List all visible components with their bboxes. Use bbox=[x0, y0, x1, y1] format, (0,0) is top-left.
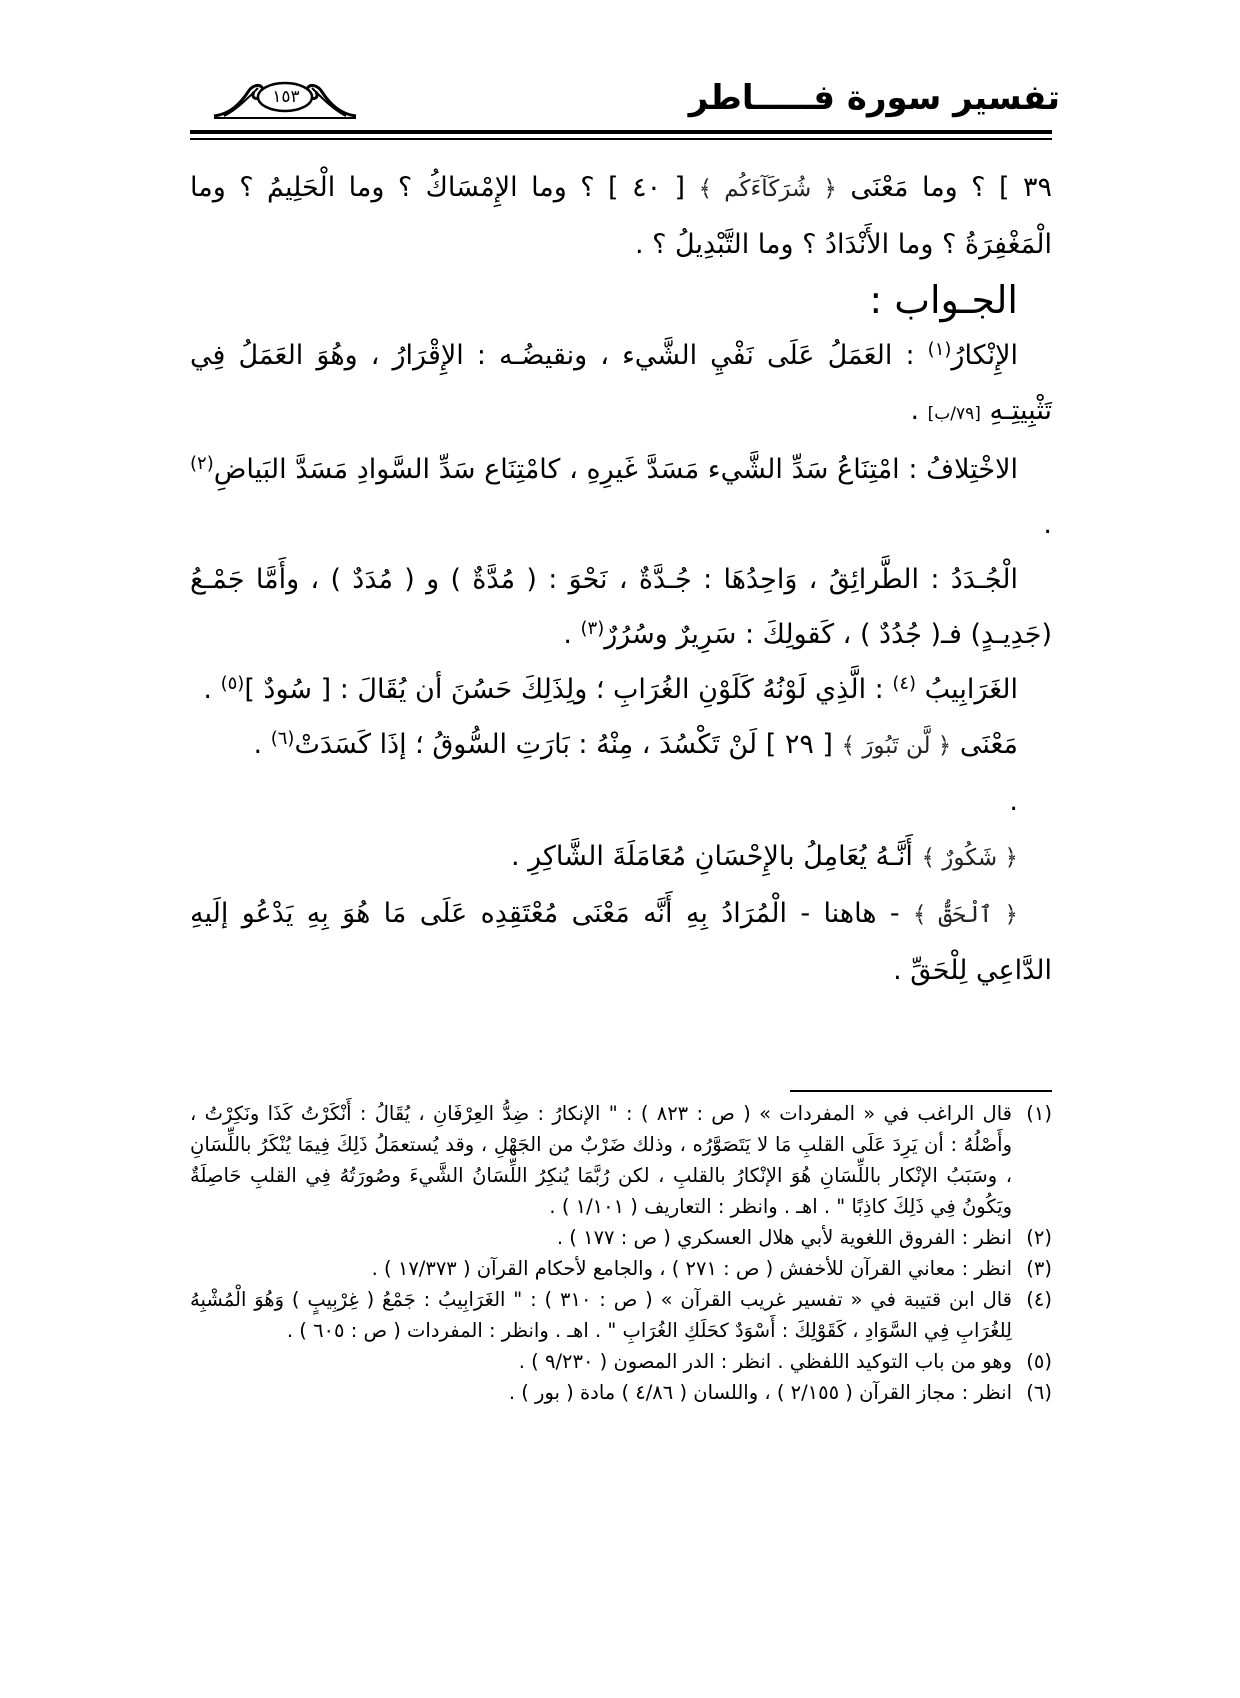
footnote-3: (٣) انظر : معاني القرآن للأخفش ( ص : ٢٧١ ) ، والجامع لأحكام القرآن ( ١٧/٣٧٣ ) . bbox=[371, 1257, 1052, 1280]
footnote-separator bbox=[790, 1090, 1052, 1092]
footnote-1: (١) قال الراغب في « المفردات » ( ص : ٨٢٣ ) : " الإنكارُ : ضِدُّ العِرْفَانِ ، يُقَالُ : أَنْكَرْتُ كَذَا ونَكِرْتُ ، وأَصْلُهُ : أن يَرِدَ عَلَى القلبِ مَا لا يَتَصَوَّرُه ، وذلك ضَرْبٌ من الجَهْلِ ، وقد يُستعمَلُ ذَلِكَ فِيمَا يُنْكَرُ باللِّسَانِ ، وسَبَبُ الإنْكار باللِّسَانِ هُوَ الإنْكارُ بالقلبِ ، لكن رُبَّمَا يُنكِرُ اللِّسَانُ الشَّيءَ وصُورَتُهُ فِي القلبِ حَاصِلَةٌ ويَكُونُ فِي ذَلِكَ كاذِبًا " . اهـ . وانظر : التعاريف ( ١/١٠١ ) . bbox=[190, 1102, 1052, 1218]
answer-heading: الجـواب : bbox=[869, 278, 1018, 322]
footnote-ref: (٦) bbox=[270, 728, 295, 749]
header-rule-thick bbox=[190, 130, 1052, 134]
footnote-ref: (١) bbox=[927, 339, 952, 360]
running-title: تفسير سورة فـــــاطر bbox=[688, 78, 1060, 118]
footnote-ref: (٥) bbox=[220, 673, 245, 694]
entry-tabur: مَعْنَى ﴿ لَّن تَبُورَ ﴾ [ ٢٩ ] لَنْ تَكْسُدَ ، مِنْهُ : بَارَتِ السُّوقُ ؛ إذَا كَسَدَتْ$^{(٦)}$ . bbox=[253, 728, 1018, 760]
stray-dot: . bbox=[1009, 786, 1018, 817]
page-number: ١٥٣ bbox=[272, 87, 300, 107]
footnote-ref: (٣) bbox=[580, 618, 605, 639]
manuscript-ref: [٧٩/ب] bbox=[927, 404, 981, 424]
entry-gharabib: الغَرَابِيبُ $^{(٤)}$ : الَّذِي لَوْنُهُ كَلَوْنِ الغُرَابِ ؛ ولِذَلِكَ حَسُنَ أن يُقَالَ : [ سُودٌ ]$^{(٥)}$ . bbox=[203, 673, 1018, 705]
header-rule-thin bbox=[190, 138, 1052, 140]
entry-ikhtilaf: الاخْتِلافُ : امْتِنَاعُ سَدِّ الشَّيء مَسَدَّ غَيرِهِ ، كامْتِنَاع سَدِّ السَّوادِ مَسَدَّ البَياضِ$^{(٢)}$ . bbox=[190, 453, 1052, 540]
quran-quote: ﴿ شَكُورٌ ﴾ bbox=[921, 845, 1018, 871]
footnote-ref: (٢) bbox=[190, 453, 214, 474]
footnotes bbox=[190, 1098, 1052, 1408]
entry-inkar: الإِنْكارُ$^{(١)}$ : العَمَلُ عَلَى نَفْيِ الشَّيء ، ونقيضُـه : الإِقْرَارُ ، وهُوَ العَمَلُ فِي تَثْبِيتِـهِ [٧٩/ب] . bbox=[190, 339, 1052, 426]
footnote-4: (٤) قال ابن قتيبة في « تفسير غريب القرآن » ( ص : ٣١٠ ) : " الغَرَابِيبُ : جَمْعُ ( غِرْبِيبٍ ) وَهُوَ الْمُشْبِهُ لِلغُرَابِ فِي السَّوَادِ ، كَقَوْلِكَ : أَسْوَدٌ كحَلَكِ الغُرَابِ " . اهـ . وانظر : المفردات ( ص : ٦٠٥ ) . bbox=[190, 1288, 1052, 1342]
footnote-2: (٢) انظر : الفروق اللغوية لأبي هلال العسكري ( ص : ١٧٧ ) . bbox=[556, 1226, 1052, 1249]
footnote-6: (٦) انظر : مجاز القرآن ( ٢/١٥٥ ) ، واللسان ( ٤/٨٦ ) مادة ( بور ) . bbox=[508, 1381, 1052, 1404]
entry-shakur: ﴿ شَكُورٌ ﴾ أَنَّـهُ يُعَامِلُ بالإِحْسَانِ مُعَامَلَةَ الشَّاكِرِ . bbox=[510, 841, 1018, 872]
footnote-5: (٥) وهو من باب التوكيد اللفظي . انظر : الدر المصون ( ٩/٢٣٠ ) . bbox=[518, 1350, 1052, 1373]
entry-judad: الْجُـدَدُ : الطَّرائِقُ ، وَاحِدُهَا : جُـدَّةٌ ، نَحْوَ : ( مُدَّةٌ ) و ( مُدَدٌ ) ، وأَمَّا جَمْـعُ (جَدِيـدٍ) فـ( جُدُدٌ ) ، كَقولِكَ : سَرِيرٌ وسُرُرٌ$^{(٣)}$ . bbox=[190, 564, 1052, 650]
main-text bbox=[190, 160, 1052, 998]
quran-quote: ﴿ لَّن تَبُورَ ﴾ bbox=[841, 733, 952, 759]
quran-quote: ﴿ شُرَكَآءَكُم ﴾ bbox=[698, 176, 837, 202]
entry-haqq: ﴿ ٱلْحَقُّ ﴾ - هاهنا - الْمُرَادُ بِهِ أَنَّه مَعْنَى مُعْتَقِدِه عَلَى مَا هُوَ بِهِ يَدْعُو إلَيهِ الدَّاعِي لِلْحَقِّ . bbox=[190, 898, 1052, 986]
question-paragraph: ٣٩ ] ؟ وما مَعْنَى ﴿ شُرَكَآءَكُم ﴾ [ ٤٠ ] ؟ وما الإِمْسَاكُ ؟ وما الْحَلِيمُ ؟ وما الْمَغْفِرَةُ ؟ وما الأَنْدَادُ ؟ وما التَّبْدِيلُ ؟ . bbox=[190, 172, 1052, 260]
footnote-ref: (٤) bbox=[892, 673, 917, 694]
page-header bbox=[0, 0, 1240, 140]
quran-quote: ﴿ ٱلْحَقُّ ﴾ bbox=[912, 902, 1019, 928]
